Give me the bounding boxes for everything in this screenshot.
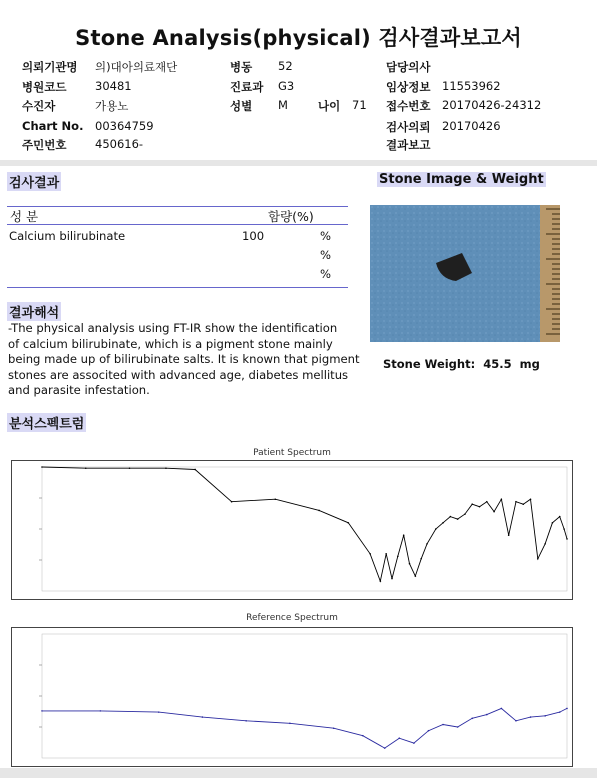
spectrum-point bbox=[493, 511, 495, 513]
spectrum-point bbox=[41, 710, 43, 712]
spectrum-point bbox=[403, 534, 405, 536]
header-label: 진료과 bbox=[230, 80, 264, 94]
spectrum-point bbox=[245, 720, 247, 722]
header-label: 담당의사 bbox=[386, 60, 431, 74]
stone-weight-label: Stone Weight: bbox=[383, 357, 476, 371]
spectrum-point bbox=[41, 466, 43, 468]
table-bottom-rule bbox=[7, 287, 348, 288]
header-value: 20170426-24312 bbox=[442, 98, 542, 112]
spectrum-point bbox=[347, 522, 349, 524]
spectrum-point bbox=[100, 710, 102, 712]
spectrum-point bbox=[501, 708, 503, 710]
reference-spectrum-line bbox=[42, 708, 567, 748]
spectrum-point bbox=[522, 503, 524, 505]
spectrum-point bbox=[369, 553, 371, 555]
header-value: G3 bbox=[278, 79, 295, 93]
spectrum-point bbox=[566, 708, 568, 710]
spectrum-point bbox=[85, 467, 87, 469]
patient-spectrum-title: Patient Spectrum bbox=[253, 448, 331, 458]
interpretation-line: stones are associted with advanced age, diabetes mellitus bbox=[8, 367, 349, 382]
spectrum-point bbox=[231, 501, 233, 503]
result-unit: % bbox=[320, 248, 332, 262]
report-title: Stone Analysis(physical) 검사결과보고서 bbox=[75, 26, 522, 50]
header-value: 20170426 bbox=[442, 119, 501, 133]
header-label: 수진자 bbox=[22, 99, 56, 113]
reference-spectrum-chart bbox=[11, 627, 573, 767]
spectrum-point bbox=[194, 469, 196, 471]
spectrum-point bbox=[333, 727, 335, 729]
spectrum-svg bbox=[12, 461, 572, 599]
spectrum-point bbox=[428, 730, 430, 732]
amount-column-header: 함량(%) bbox=[268, 209, 314, 224]
component-column-header: 성 분 bbox=[10, 209, 39, 224]
header-label: 병원코드 bbox=[22, 80, 67, 94]
spectrum-section-title: 분석스펙트럼 bbox=[7, 413, 86, 432]
result-component-name: Calcium bilirubinate bbox=[9, 229, 126, 243]
stone-photo bbox=[370, 205, 560, 342]
spectrum-point bbox=[450, 516, 452, 518]
spectrum-point bbox=[479, 506, 481, 508]
spectrum-point bbox=[464, 513, 466, 515]
spectrum-point bbox=[563, 528, 565, 530]
header-value: 00364759 bbox=[95, 119, 154, 133]
interpretation-section-title: 결과해석 bbox=[7, 302, 61, 321]
spectrum-point bbox=[442, 522, 444, 524]
spectrum-point bbox=[158, 711, 160, 713]
header-label: 나이 bbox=[318, 99, 341, 113]
spectrum-point bbox=[552, 522, 554, 524]
stone-section-title: Stone Image & Weight bbox=[379, 172, 544, 187]
patient-spectrum-line bbox=[42, 467, 567, 581]
spectrum-point bbox=[409, 563, 411, 565]
spectrum-point bbox=[384, 747, 386, 749]
header-label: 임상정보 bbox=[386, 80, 431, 94]
spectrum-point bbox=[413, 742, 415, 744]
spectrum-point bbox=[544, 543, 546, 545]
spectrum-point bbox=[508, 534, 510, 536]
footer-band bbox=[0, 768, 597, 778]
spectrum-point bbox=[289, 722, 291, 724]
header-value: 가용노 bbox=[95, 99, 129, 113]
stone-weight-unit: mg bbox=[519, 357, 540, 371]
spectrum-point bbox=[426, 543, 428, 545]
interpretation-line: -The physical analysis using FT-IR show the identification bbox=[8, 321, 338, 335]
header-label: 성별 bbox=[230, 99, 253, 113]
spectrum-point bbox=[380, 580, 382, 582]
result-unit: % bbox=[320, 229, 332, 243]
spectrum-point bbox=[486, 714, 488, 716]
plot-frame bbox=[42, 467, 567, 591]
spectrum-point bbox=[559, 711, 561, 713]
spectrum-point bbox=[537, 558, 539, 560]
spectrum-point bbox=[501, 498, 503, 500]
spectrum-point bbox=[275, 498, 277, 500]
stone-weight bbox=[383, 357, 540, 371]
header-value: 의)대아의료재단 bbox=[95, 60, 178, 74]
header-label: 결과보고 bbox=[386, 138, 431, 152]
spectrum-point bbox=[391, 578, 393, 580]
spectrum-point bbox=[202, 716, 204, 718]
spectrum-point bbox=[129, 467, 131, 469]
header-label: 의뢰기관명 bbox=[22, 60, 78, 74]
patient-spectrum-chart bbox=[11, 460, 573, 600]
spectrum-point bbox=[515, 501, 517, 503]
spectrum-point bbox=[442, 724, 444, 726]
spectrum-point bbox=[457, 518, 459, 520]
reference-spectrum-title: Reference Spectrum bbox=[246, 613, 338, 623]
plot-frame bbox=[42, 634, 567, 758]
spectrum-point bbox=[530, 716, 532, 718]
interpretation-line: being made up of bilirubinate salts. It is known that pigment bbox=[8, 352, 360, 366]
header-value: 71 bbox=[352, 98, 367, 112]
spectrum-point bbox=[397, 555, 399, 557]
results-section-title: 검사결과 bbox=[7, 172, 61, 191]
header-value: 30481 bbox=[95, 79, 132, 93]
stone-weight-value: 45.5 bbox=[483, 357, 512, 371]
spectrum-point bbox=[457, 726, 459, 728]
header-value: M bbox=[278, 98, 288, 112]
header-label: 병동 bbox=[230, 60, 253, 74]
result-amount: 100 bbox=[242, 229, 265, 243]
spectrum-point bbox=[486, 501, 488, 503]
spectrum-point bbox=[566, 538, 568, 540]
interpretation-line: of calcium bilirubinate, which is a pigment stone mainly bbox=[8, 336, 333, 351]
spectrum-point bbox=[515, 720, 517, 722]
header-value: 450616- bbox=[95, 137, 144, 151]
spectrum-point bbox=[471, 718, 473, 720]
spectrum-point bbox=[544, 715, 546, 717]
section-divider bbox=[0, 160, 597, 166]
spectrum-point bbox=[165, 467, 167, 469]
header-label: Chart No. bbox=[22, 119, 84, 133]
spectrum-point bbox=[420, 558, 422, 560]
header-label: 검사의뢰 bbox=[386, 120, 431, 134]
header-value: 52 bbox=[278, 59, 293, 73]
interpretation-line: and parasite infestation. bbox=[8, 383, 150, 397]
spectrum-point bbox=[530, 498, 532, 500]
spectrum-point bbox=[385, 553, 387, 555]
spectrum-point bbox=[362, 735, 364, 737]
spectrum-point bbox=[435, 528, 437, 530]
spectrum-svg bbox=[12, 628, 572, 766]
result-unit: % bbox=[320, 267, 332, 281]
spectrum-point bbox=[415, 575, 417, 577]
header-label: 주민번호 bbox=[22, 138, 67, 152]
spectrum-point bbox=[318, 510, 320, 512]
spectrum-point bbox=[398, 737, 400, 739]
spectrum-point bbox=[471, 503, 473, 505]
header-label: 접수번호 bbox=[386, 99, 431, 113]
spectrum-point bbox=[559, 516, 561, 518]
table-header-rule bbox=[7, 224, 348, 225]
header-value: 11553962 bbox=[442, 79, 501, 93]
